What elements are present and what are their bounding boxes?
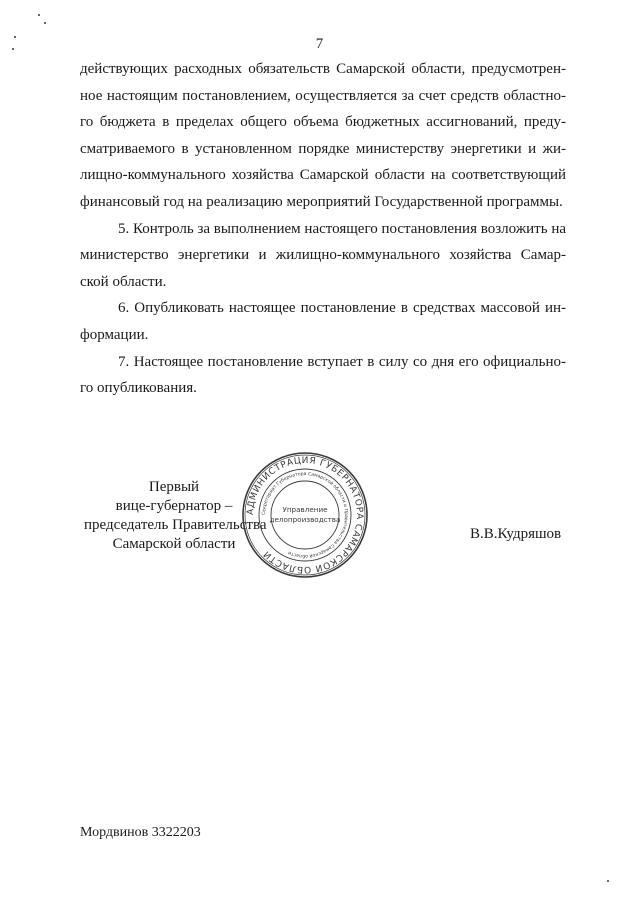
paragraph-5	[80, 216, 566, 296]
page-number: 7	[315, 36, 324, 52]
scan-speck	[38, 14, 40, 16]
stamp-outer-text: АДМИНИСТРАЦИЯ ГУБЕРНАТОРА САМАРСКОЙ ОБЛАСТИ	[245, 455, 365, 575]
text-line: на министерство энергетики и жилищно-коммунального хозяйства Самар-	[80, 220, 567, 264]
signer-name: В.В.Кудряшов	[470, 526, 562, 542]
paragraph-7	[80, 349, 566, 402]
signatory-title	[84, 478, 267, 554]
signatory-title-line: председатель Правительства	[84, 517, 267, 533]
text-line: го бюджета в пределах общего объема бюджетных ассигнований, преду-	[80, 114, 566, 131]
signatory-title-line: вице-губернатор –	[115, 498, 233, 514]
paragraph-1	[80, 56, 566, 216]
text-line: ской области.	[80, 273, 167, 290]
text-line: ное настоящим постановлением, осуществляется за счет средств областно-	[80, 87, 566, 104]
paragraph-6	[80, 295, 566, 348]
stamp-inner-text: Секретариат Губернатора Самарской области и Правительства Самарской области	[261, 471, 349, 559]
official-stamp	[241, 451, 369, 579]
text-line: 6. Опубликовать настоящее постановление в средствах массовой ин-	[118, 300, 566, 317]
text-line: 7. Настоящее постановление вступает в силу со дня его официально-	[118, 353, 566, 370]
scan-speck	[12, 48, 14, 50]
text-line: го опубликования.	[80, 380, 197, 397]
scan-speck	[44, 22, 46, 24]
text-line: лищно-коммунального хозяйства Самарской области на соответствующий	[80, 167, 566, 184]
text-line: формации.	[80, 326, 149, 343]
text-line: сматриваемого в установленном порядке министерству энергетики и жи-	[80, 140, 566, 157]
stamp-center-line: Управление	[282, 505, 328, 514]
scan-speck	[14, 36, 16, 38]
signatory-title-line: Первый	[148, 479, 200, 495]
stamp-center-line: делопроизводства	[269, 515, 341, 524]
scan-speck	[607, 880, 609, 882]
text-line: финансовый год на реализацию мероприятий Государственной программы.	[80, 193, 563, 210]
text-line: действующих расходных обязательств Самарской области, предусмотрен-	[80, 61, 566, 77]
body-text	[80, 56, 566, 402]
text-line: 5. Контроль за выполнением настоящего постановления возложить	[118, 220, 548, 237]
executor-info: Мордвинов 3322203	[80, 825, 201, 840]
signatory-title-line: Самарской области	[112, 536, 236, 552]
